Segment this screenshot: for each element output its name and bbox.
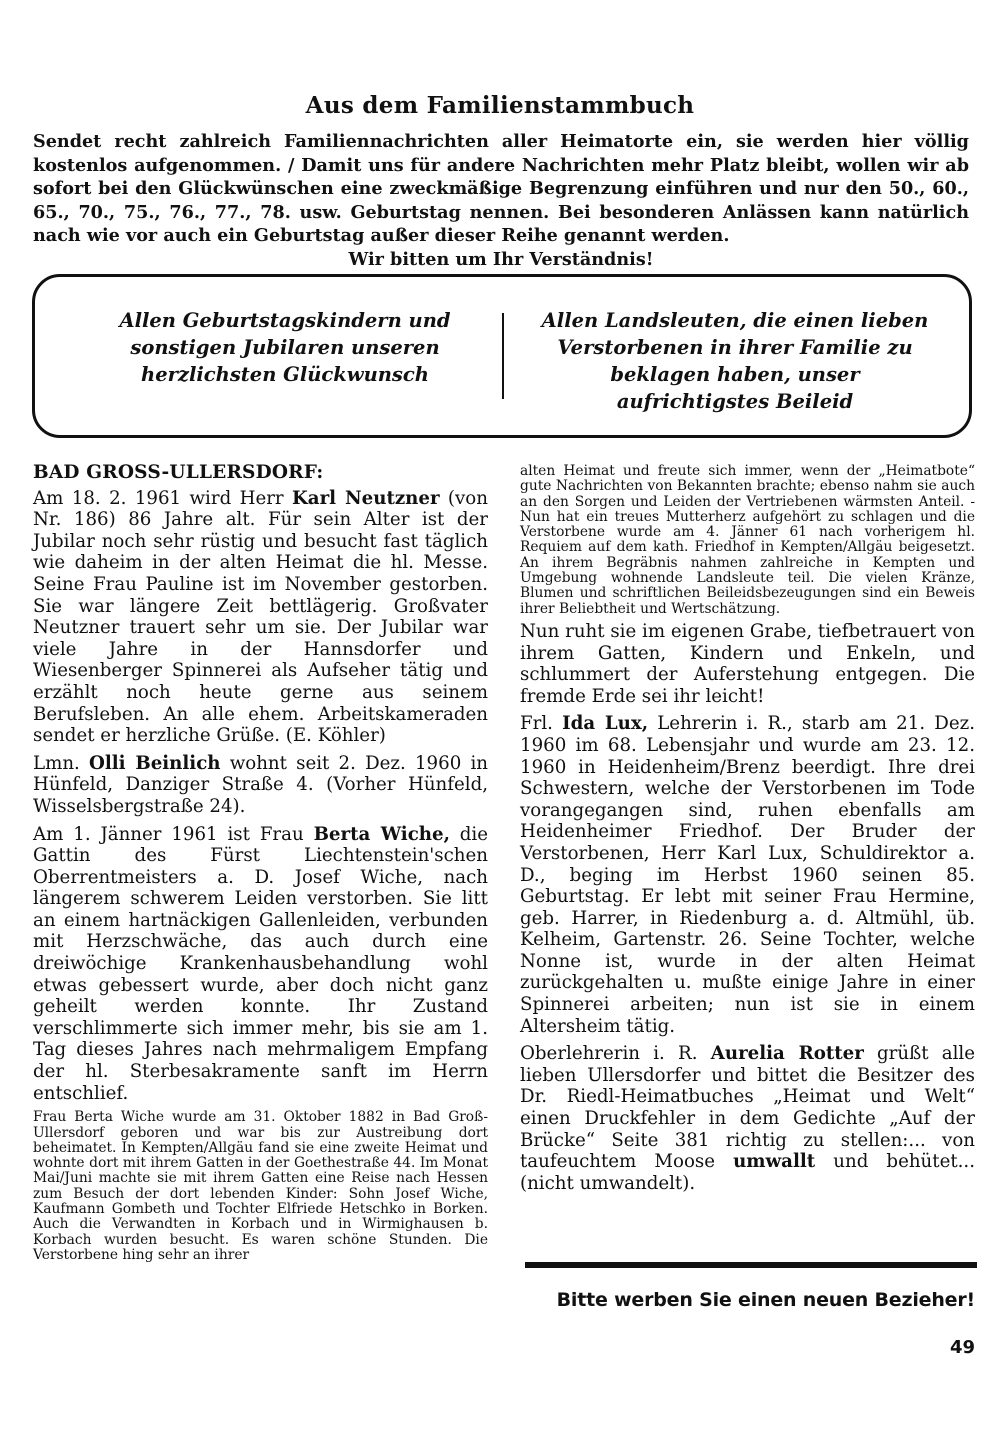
greetings-divider: [502, 313, 504, 399]
article-text: Am 18. 2. 1961 wird Herr: [33, 487, 292, 509]
article-text: Frl.: [520, 713, 563, 735]
article-wiche-detail: Frau Berta Wiche wurde am 31. Oktober 1882 in Bad Groß-Ullersdorf geboren und war bis zur Austreibung dort beheimatet. In Kempten/Allgäu fand sie eine zweite Heimat und wohnte dort mit ihrem Gatten in der Goethestraße 44. Im Monat Mai/Juni machte sie mit ihrem Gatten eine Reise nach Hessen zum Besuch der dort lebenden Kinder: Sohn Josef Wiche, Kaufmann Gombeth und Tochter Elfriede Hetschko in Borken. Auch die Verwandten in Korbach und in Wirmighausen b. Korbach wurden besucht. Es waren schöne Stunden. Die Verstorbene hing sehr an ihrer: [33, 1109, 488, 1263]
article-rotter: [520, 1043, 975, 1194]
person-name: Berta Wiche,: [313, 823, 450, 845]
article-text: Am 1. Jänner 1961 ist Frau: [33, 823, 314, 845]
birthday-greeting: Allen Geburtstagskindern und sonstigen Jubilaren unseren herzlichsten Glückwunsch: [119, 309, 451, 386]
condolence-greeting: Allen Landsleuten, die einen lieben Verstorbenen in ihrer Familie zu beklagen haben, unser aufrichtigstes Beileid: [541, 309, 929, 413]
article-wiche: [33, 824, 488, 1105]
intro-notice: [33, 130, 969, 271]
person-name: Ida Lux,: [562, 713, 649, 735]
article-text: die Gattin des Fürst Liechtenstein'schen Oberrentmeisters a. D. Josef Wiche, nach längerem schwerem Leiden verstorben. Sie litt an einem hartnäckigen Gallenleiden, verbunden mit Herzschwäche, das auch durch eine dreiwöchige Krankenhausbehandlung wohl etwas gebessert wurde, aber doch nicht ganz geheilt werden konnte. Ihr Zustand verschlimmerte sich immer mehr, bis sie am 1. Tag dieses Jahres nach mehrmaligem Empfang der hl. Sterbesakramente sanft im Herrn entschlief.: [33, 823, 488, 1104]
emphasized-word: umwallt: [733, 1151, 816, 1173]
article-text: (von Nr. 186) 86 Jahre alt. Für sein Alter ist der Jubilar noch sehr rüstig und besucht fast täglich wie daheim in der alten Heimat die hl. Messe. Seine Frau Pauline ist im November gestorben. Sie war längere Zeit bettlägerig. Großvater Neutzner trauert sehr um sie. Der Jubilar war viele Jahre in der Hannsdorfer und Wiesenberger Spinnerei als Aufseher tätig und erzählt noch heute gerne aus seinem Berufsleben. An alle ehem. Arbeitskameraden sendet er herzliche Grüße. (E. Köhler): [33, 487, 488, 747]
left-column: [33, 462, 488, 1267]
article-wiche-closing: Nun ruht sie im eigenen Grabe, tiefbetrauert von ihrem Gatten, Kindern und Enkeln, und schlummert der Auferstehung entgegen. Die fremde Erde sei ihr leicht!: [520, 620, 975, 707]
person-name: Aurelia Rotter: [710, 1043, 864, 1065]
article-lux: [520, 713, 975, 1037]
article-neutzner: [33, 488, 488, 747]
article-text: und behütet... (nicht umwandelt).: [520, 1151, 975, 1194]
subscriber-promo: Bitte werben Sie einen neuen Bezieher!: [556, 1289, 975, 1311]
page-number: 49: [949, 1337, 975, 1358]
article-text: grüßt alle lieben Ullersdorfer und bittet die Besitzer des Dr. Riedl-Heimatbuches „Heimat und Welt“ einen Druckfehler in dem Gedichte „Auf der Brücke“ Seite 381 richtig zu stellen:... von taufeuchtem Moose: [520, 1043, 976, 1173]
page-title: Aus dem Familienstammbuch: [305, 92, 695, 119]
promo-rule: [525, 1262, 977, 1268]
article-wiche-continued: alten Heimat und freute sich immer, wenn der „Heimatbote“ gute Nachrichten von Bekannten brachte; ebenso nahm sie auch an den Sorgen und Leiden der Vertriebenen wärmsten Anteil. - Nun hat ein treues Mutterherz aufgehört zu schlagen und die Verstorbene wurde am 4. Jänner 61 nach vorherigem hl. Requiem auf dem kath. Friedhof in Kempten/Allgäu beigesetzt. An ihrem Begräbnis nahmen zahlreiche in Kempten und Umgebung wohnende Landsleute teil. Die vielen Kränze, Blumen und schriftlichen Beileidsbezeugungen sind ein Beweis ihrer Beliebtheit und Wertschätzung.: [520, 463, 975, 617]
article-text: Lehrerin i. R., starb am 21. Dez. 1960 im 68. Lebensjahr und wurde am 23. 12. 1960 in Heidenheim/Brenz beerdigt. Ihre drei Schwestern, welche der Verstorbenen im Tode vorangegangen sind, ruhen ebenfalls am Heidenheimer Friedhof. Der Bruder der Verstorbenen, Herr Karl Lux, Schuldirektor a. D., beging im Herbst 1960 seinen 85. Geburtstag. Er lebt mit seiner Frau Hermine, geb. Harrer, in Riedenburg a. d. Altmühl, üb. Kelheim, Gartenstr. 26. Seine Tochter, welche Nonne ist, wurde in der alten Heimat zurückgehalten u. mußte einige Jahre in einer Spinnerei arbeiten; nun ist sie in einem Altersheim tätig.: [520, 713, 975, 1037]
person-name: Olli Beinlich: [89, 752, 221, 774]
section-heading: BAD GROSS-ULLERSDORF:: [33, 462, 324, 483]
intro-text: Sendet recht zahlreich Familiennachrichten aller Heimatorte ein, sie werden hier völlig kostenlos aufgenommen. / Damit uns für andere Nachrichten mehr Platz bleibt, wollen wir ab sofort bei den Glückwünschen eine zweckmäßige Begrenzung einführen und nur den 50., 60., 65., 70., 75., 76., 77., 78. usw. Geburtstag nennen. Bei besonderen Anlässen kann natürlich nach wie vor auch ein Geburtstag außer dieser Reihe genannt werden.: [33, 131, 969, 246]
person-name: Karl Neutzner: [292, 487, 440, 509]
article-beinlich: [33, 753, 488, 818]
intro-closing: Wir bitten um Ihr Verständnis!: [348, 248, 654, 270]
right-column: [520, 464, 975, 1200]
article-text: wohnt seit 2. Dez. 1960 in Hünfeld, Danziger Straße 4. (Vorher Hünfeld, Wisselsbergstraße 24).: [33, 752, 488, 817]
article-text: Lmn.: [33, 752, 90, 774]
greetings-box: [32, 274, 972, 438]
article-text: Oberlehrerin i. R.: [520, 1043, 711, 1065]
